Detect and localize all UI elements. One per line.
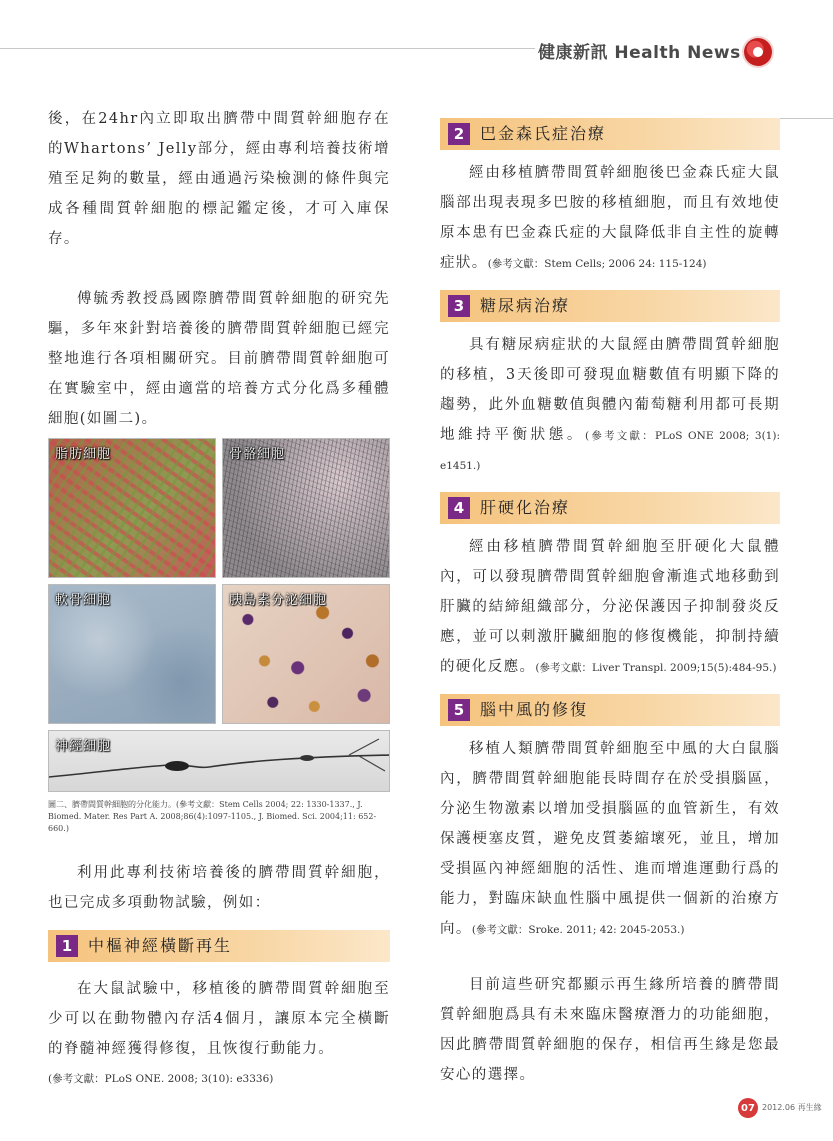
section-number-3: 3	[448, 295, 470, 317]
issue-label: 2012.06 再生緣	[762, 1103, 822, 1112]
left-column-lower	[48, 858, 390, 1090]
section-text-4: 經由移植臍帶間質幹細胞至肝硬化大鼠體內，可以發現臍帶間質幹細胞會漸進式地移動到肝臟的結締組織部分，分泌保護因子抑制發炎反應，並可以刺激肝臟細胞的修復機能，抑制持續的硬化反應。(參考文獻：Liver Transpl. 2009;15(5):484-95.)	[440, 539, 780, 675]
bone-cell-image	[222, 438, 390, 578]
header-title: 健康新訊 Health News	[538, 43, 741, 63]
header-rule-right	[778, 118, 833, 119]
section-ref-2: (參考文獻：Stem Cells; 2006 24: 115-124)	[487, 258, 707, 270]
logo-icon	[744, 38, 772, 66]
research-paragraph: 傅毓秀教授爲國際臍帶間質幹細胞的研究先驅，多年來針對培養後的臍帶間質幹細胞已經完整地進行各項相關研究。目前臍帶間質幹細胞可在實驗室中，經由適當的培養方式分化爲多種體細胞(如圖二)。	[48, 291, 390, 427]
section-title-2: 巴金森氏症治療	[480, 124, 607, 143]
section-header-2	[440, 118, 780, 150]
right-column	[440, 118, 780, 1090]
section-text-5: 移植人類臍帶間質幹細胞至中風的大白鼠腦內，臍帶間質幹細胞能長時間存在於受損腦區，分泌生物激素以增加受損腦區的血管新生，有效保護梗塞皮質，避免皮質萎縮壞死，並且，增加受損區內神經細胞的活性、進而增進運動行爲的能力，對臨床缺血性腦中風提供一個新的治療方向。(參考文獻：Sroke. 2011; 42: 2045-2053.)	[440, 741, 780, 937]
section-text-1: 在大鼠試驗中，移植後的臍帶間質幹細胞至少可以在動物體內存活4個月，讓原本完全橫斷的脊髓神經獲得修復，且恢復行動能力。	[48, 981, 390, 1057]
page-number: 07	[738, 1098, 758, 1118]
section-header-5	[440, 694, 780, 726]
fat-cell-image	[48, 438, 216, 578]
figure-label-bone: 骨骼細胞	[229, 447, 286, 462]
section-ref-1: (參考文獻：PLoS ONE. 2008; 3(10): e3336)	[48, 1073, 274, 1085]
figure-caption: 圖二、臍帶間質幹細胞的分化能力。(參考文獻：Stem Cells 2004; 22: 1330-1337., J. Biomed. Mater. Res Part A. 2008;86(4):1097-1105., J. Biomed. Sci. 2004;11: 652-660.)	[48, 800, 377, 833]
section-number-5: 5	[448, 699, 470, 721]
left-column	[48, 104, 390, 434]
section-title-5: 腦中風的修復	[480, 700, 589, 719]
section-number-1: 1	[56, 935, 78, 957]
section-header-3	[440, 290, 780, 322]
intro-paragraph: 後，在24hr內立即取出臍帶中間質幹細胞存在的Whartons’ Jelly部分，經由專利培養技術增殖至足夠的數量，經由通過污染檢測的條件與完成各種間質幹細胞的標記鑑定後，才可入庫保存。	[48, 111, 390, 247]
section-title-1: 中樞神經橫斷再生	[88, 936, 233, 955]
section-number-4: 4	[448, 497, 470, 519]
section-number-2: 2	[448, 123, 470, 145]
closing-paragraph: 目前這些研究都顯示再生緣所培養的臍帶間質幹細胞爲具有未來臨床醫療潛力的功能細胞，因此臍帶間質幹細胞的保存，相信再生緣是您最安心的選擇。	[440, 977, 780, 1083]
figure-label-cartilage: 軟骨細胞	[55, 593, 112, 608]
section-text-2: 經由移植臍帶間質幹細胞後巴金森氏症大鼠腦部出現表現多巴胺的移植細胞，而且有效地使原本患有巴金森氏症的大鼠降低非自主性的旋轉症狀。(參考文獻：Stem Cells; 2006 24: 115-124)	[440, 165, 780, 271]
header-rule-left	[0, 48, 535, 49]
insulin-cell-image	[222, 584, 390, 724]
figure-label-nerve: 神經細胞	[55, 739, 112, 754]
animal-study-paragraph: 利用此專利技術培養後的臍帶間質幹細胞，也已完成多項動物試驗，例如：	[48, 865, 390, 911]
section-ref-5: (參考文獻：Sroke. 2011; 42: 2045-2053.)	[471, 924, 685, 936]
section-title-4: 肝硬化治療	[480, 498, 571, 517]
section-header-4	[440, 492, 780, 524]
nerve-cell-image	[48, 730, 390, 792]
section-ref-3: (參考文獻：PLoS ONE 2008; 3(1): e1451.)	[440, 430, 780, 472]
figure-label-fat: 脂肪細胞	[55, 447, 112, 462]
figure-differentiation	[48, 438, 390, 835]
section-title-3: 糖尿病治療	[480, 296, 571, 315]
section-text-3: 具有糖尿病症狀的大鼠經由臍帶間質幹細胞的移植，3天後即可發現血糖數值有明顯下降的趨勢，此外血糖數值與體內葡萄糖利用都可長期地維持平衡狀態。(參考文獻：PLoS ONE 2008; 3(1): e1451.)	[440, 337, 780, 472]
figure-label-insulin: 胰島素分泌細胞	[229, 593, 328, 608]
section-header-1	[48, 930, 390, 962]
section-ref-4: (參考文獻：Liver Transpl. 2009;15(5):484-95.)	[535, 662, 777, 674]
cartilage-cell-image	[48, 584, 216, 724]
